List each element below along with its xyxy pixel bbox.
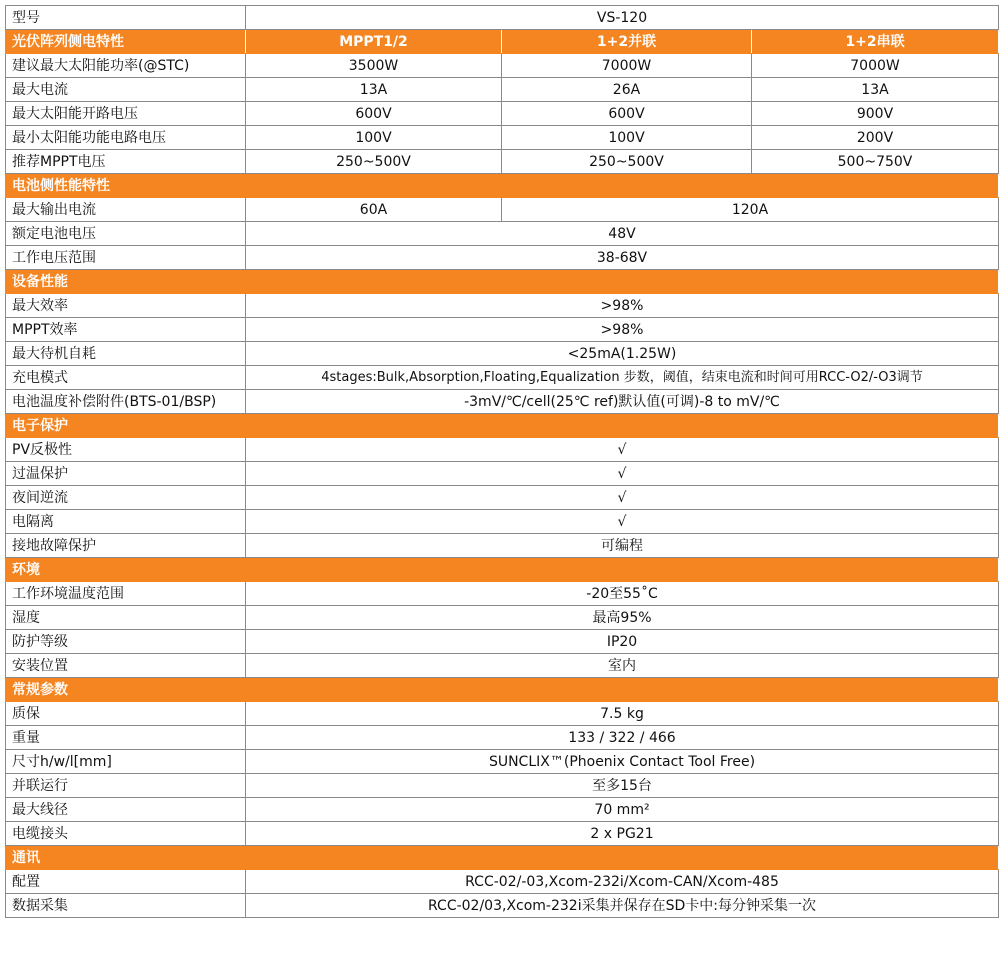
checkmark-value: √ xyxy=(246,462,999,486)
table-row xyxy=(6,702,999,726)
model-label: 型号 xyxy=(6,6,246,30)
table-row xyxy=(6,894,999,918)
table-row xyxy=(6,246,999,270)
table-row xyxy=(6,606,999,630)
table-row xyxy=(6,462,999,486)
row-value: 250~500V xyxy=(502,150,752,174)
table-row xyxy=(6,534,999,558)
table-row xyxy=(6,774,999,798)
row-label: 工作电压范围 xyxy=(6,246,246,270)
row-label: 过温保护 xyxy=(6,462,246,486)
table-row xyxy=(6,726,999,750)
section-title-general: 常规参数 xyxy=(6,678,999,702)
table-row-model xyxy=(6,6,999,30)
table-row xyxy=(6,510,999,534)
table-row xyxy=(6,390,999,414)
section-header-pv xyxy=(6,30,999,54)
row-value: -20至55˚C xyxy=(246,582,999,606)
row-label: 额定电池电压 xyxy=(6,222,246,246)
table-row xyxy=(6,294,999,318)
row-value: 133 / 322 / 466 xyxy=(246,726,999,750)
section-header-general xyxy=(6,678,999,702)
pv-column-series: 1+2串联 xyxy=(752,30,999,54)
row-value: RCC-02/03,Xcom-232i采集并保存在SD卡中:每分钟采集一次 xyxy=(246,894,999,918)
section-header-battery xyxy=(6,174,999,198)
row-value: RCC-02/-03,Xcom-232i/Xcom-CAN/Xcom-485 xyxy=(246,870,999,894)
table-row xyxy=(6,126,999,150)
row-value: 3500W xyxy=(246,54,502,78)
row-label: 重量 xyxy=(6,726,246,750)
row-value: 200V xyxy=(752,126,999,150)
section-title-environment: 环境 xyxy=(6,558,999,582)
section-title-pv: 光伏阵列侧电特性 xyxy=(6,30,246,54)
row-value: 60A xyxy=(246,198,502,222)
table-row xyxy=(6,654,999,678)
table-row xyxy=(6,438,999,462)
row-label: 建议最大太阳能功率(@STC) xyxy=(6,54,246,78)
table-row xyxy=(6,486,999,510)
table-row xyxy=(6,222,999,246)
row-label: PV反极性 xyxy=(6,438,246,462)
row-value: -3mV/℃/cell(25℃ ref)默认值(可调)-8 to mV/℃ xyxy=(246,390,999,414)
row-label: 最大电流 xyxy=(6,78,246,102)
table-row xyxy=(6,366,999,390)
row-label: 安装位置 xyxy=(6,654,246,678)
checkmark-value: √ xyxy=(246,486,999,510)
row-label: 最大线径 xyxy=(6,798,246,822)
row-value: 600V xyxy=(502,102,752,126)
table-row xyxy=(6,198,999,222)
row-label: MPPT效率 xyxy=(6,318,246,342)
section-title-device: 设备性能 xyxy=(6,270,999,294)
table-row xyxy=(6,342,999,366)
row-value: 7000W xyxy=(752,54,999,78)
table-row xyxy=(6,78,999,102)
row-value: 600V xyxy=(246,102,502,126)
row-value: 最高95% xyxy=(246,606,999,630)
row-value: 4stages:Bulk,Absorption,Floating,Equalization 步数，阈值，结束电流和时间可用RCC-O2/-O3调节 xyxy=(246,366,999,390)
checkmark-value: √ xyxy=(246,510,999,534)
table-row xyxy=(6,630,999,654)
row-value: 2 x PG21 xyxy=(246,822,999,846)
row-value: 7000W xyxy=(502,54,752,78)
row-label: 接地故障保护 xyxy=(6,534,246,558)
table-row xyxy=(6,870,999,894)
section-header-comm xyxy=(6,846,999,870)
section-title-protection: 电子保护 xyxy=(6,414,999,438)
model-value: VS-120 xyxy=(246,6,999,30)
row-value: 可编程 xyxy=(246,534,999,558)
row-value: 900V xyxy=(752,102,999,126)
row-value: 13A xyxy=(246,78,502,102)
row-value: 48V xyxy=(246,222,999,246)
row-label: 工作环境温度范围 xyxy=(6,582,246,606)
table-row xyxy=(6,54,999,78)
row-value: 13A xyxy=(752,78,999,102)
section-title-battery: 电池侧性能特性 xyxy=(6,174,999,198)
row-label: 防护等级 xyxy=(6,630,246,654)
row-label: 充电模式 xyxy=(6,366,246,390)
table-row xyxy=(6,582,999,606)
row-value: 7.5 kg xyxy=(246,702,999,726)
row-label: 夜间逆流 xyxy=(6,486,246,510)
section-header-device xyxy=(6,270,999,294)
row-label: 电池温度补偿附件(BTS-01/BSP) xyxy=(6,390,246,414)
row-label: 最大效率 xyxy=(6,294,246,318)
row-value: 120A xyxy=(502,198,999,222)
section-header-environment xyxy=(6,558,999,582)
row-label: 数据采集 xyxy=(6,894,246,918)
row-value: 100V xyxy=(502,126,752,150)
table-row xyxy=(6,150,999,174)
row-value: 500~750V xyxy=(752,150,999,174)
row-label: 最大输出电流 xyxy=(6,198,246,222)
row-value: 70 mm² xyxy=(246,798,999,822)
table-row xyxy=(6,318,999,342)
row-label: 湿度 xyxy=(6,606,246,630)
row-label: 电缆接头 xyxy=(6,822,246,846)
section-header-protection xyxy=(6,414,999,438)
section-title-comm: 通讯 xyxy=(6,846,999,870)
row-value: 至多15台 xyxy=(246,774,999,798)
row-value: 100V xyxy=(246,126,502,150)
row-value: 26A xyxy=(502,78,752,102)
row-value: 室内 xyxy=(246,654,999,678)
row-value: <25mA(1.25W) xyxy=(246,342,999,366)
spec-table xyxy=(5,5,999,918)
row-value: 38-68V xyxy=(246,246,999,270)
pv-column-parallel: 1+2并联 xyxy=(502,30,752,54)
row-label: 配置 xyxy=(6,870,246,894)
row-label: 最大待机自耗 xyxy=(6,342,246,366)
table-row xyxy=(6,750,999,774)
row-label: 尺寸h/w/l[mm] xyxy=(6,750,246,774)
table-row xyxy=(6,102,999,126)
row-value: >98% xyxy=(246,318,999,342)
row-value: SUNCLIX™(Phoenix Contact Tool Free) xyxy=(246,750,999,774)
pv-column-mppt: MPPT1/2 xyxy=(246,30,502,54)
row-label: 电隔离 xyxy=(6,510,246,534)
row-label: 并联运行 xyxy=(6,774,246,798)
row-label: 质保 xyxy=(6,702,246,726)
checkmark-value: √ xyxy=(246,438,999,462)
row-label: 最大太阳能开路电压 xyxy=(6,102,246,126)
row-value: >98% xyxy=(246,294,999,318)
table-row xyxy=(6,822,999,846)
row-value: 250~500V xyxy=(246,150,502,174)
table-row xyxy=(6,798,999,822)
row-value: IP20 xyxy=(246,630,999,654)
row-label: 推荐MPPT电压 xyxy=(6,150,246,174)
row-label: 最小太阳能功能电路电压 xyxy=(6,126,246,150)
